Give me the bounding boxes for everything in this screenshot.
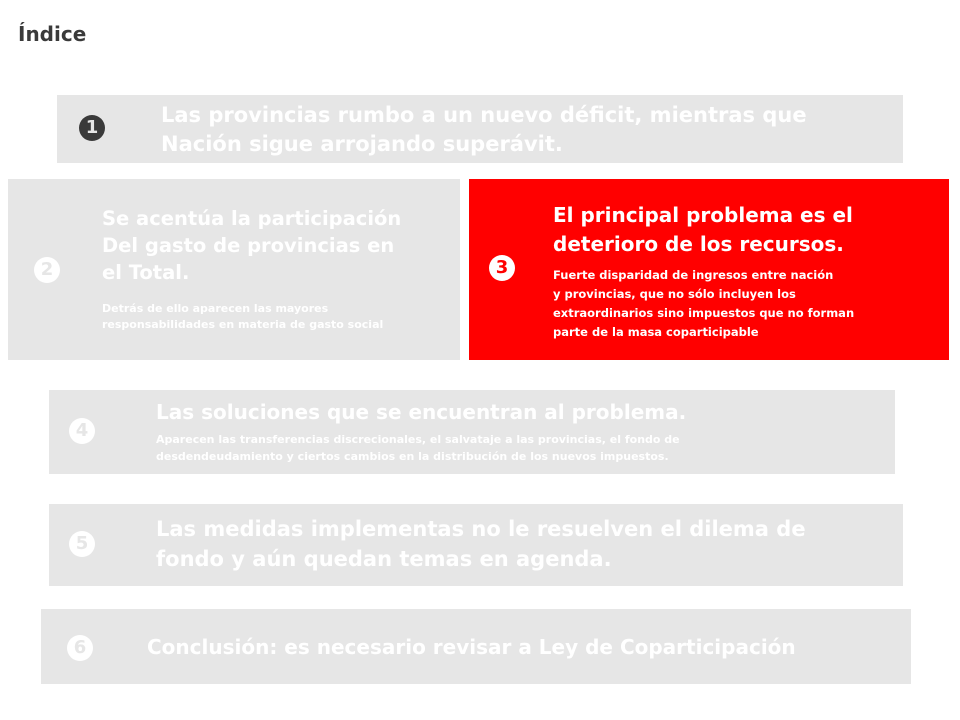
number-1-icon: 1 xyxy=(79,115,105,141)
number-6-icon: 6 xyxy=(67,635,93,661)
index-item-4-heading: Las soluciones que se encuentran al problema. xyxy=(156,400,687,424)
index-item-1-heading: Las provincias rumbo a un nuevo déficit, mientras que Nación sigue arrojando superávit. xyxy=(161,103,807,156)
number-5-icon: 5 xyxy=(69,531,95,557)
index-item-2[interactable] xyxy=(8,179,460,360)
index-item-3-heading: El principal problema es el deterioro de los recursos. xyxy=(553,203,853,256)
index-item-3-detail: Fuerte disparidad de ingresos entre nación y provincias, que no sólo incluyen los extraordinarios sino impuestos que no forman parte de la masa coparticipable xyxy=(553,268,855,339)
index-item-6[interactable] xyxy=(41,609,911,684)
index-item-2-heading: Se acentúa la participación Del gasto de provincias en el Total. xyxy=(102,207,402,284)
number-2-icon: 2 xyxy=(34,257,60,283)
index-item-5-heading: Las medidas implementas no le resuelven el dilema de fondo y aún quedan temas en agenda. xyxy=(156,517,806,571)
number-4-icon: 4 xyxy=(69,418,95,444)
index-item-3[interactable] xyxy=(469,179,949,360)
number-3-icon: 3 xyxy=(489,255,515,281)
index-item-1[interactable] xyxy=(57,95,903,163)
index-item-2-detail: Detrás de ello aparecen las mayores responsabilidades en materia de gasto social xyxy=(102,302,384,331)
index-item-4[interactable] xyxy=(49,390,895,474)
index-item-4-detail: Aparecen las transferencias discrecionales, el salvataje a las provincias, el fondo de desdendeudamiento y ciertos cambios en la distribución de los nuevos impuestos. xyxy=(156,433,680,463)
page-title: Índice xyxy=(18,22,87,46)
index-item-6-heading: Conclusión: es necesario revisar a Ley de Coparticipación xyxy=(147,635,796,659)
index-item-5[interactable] xyxy=(49,504,903,586)
